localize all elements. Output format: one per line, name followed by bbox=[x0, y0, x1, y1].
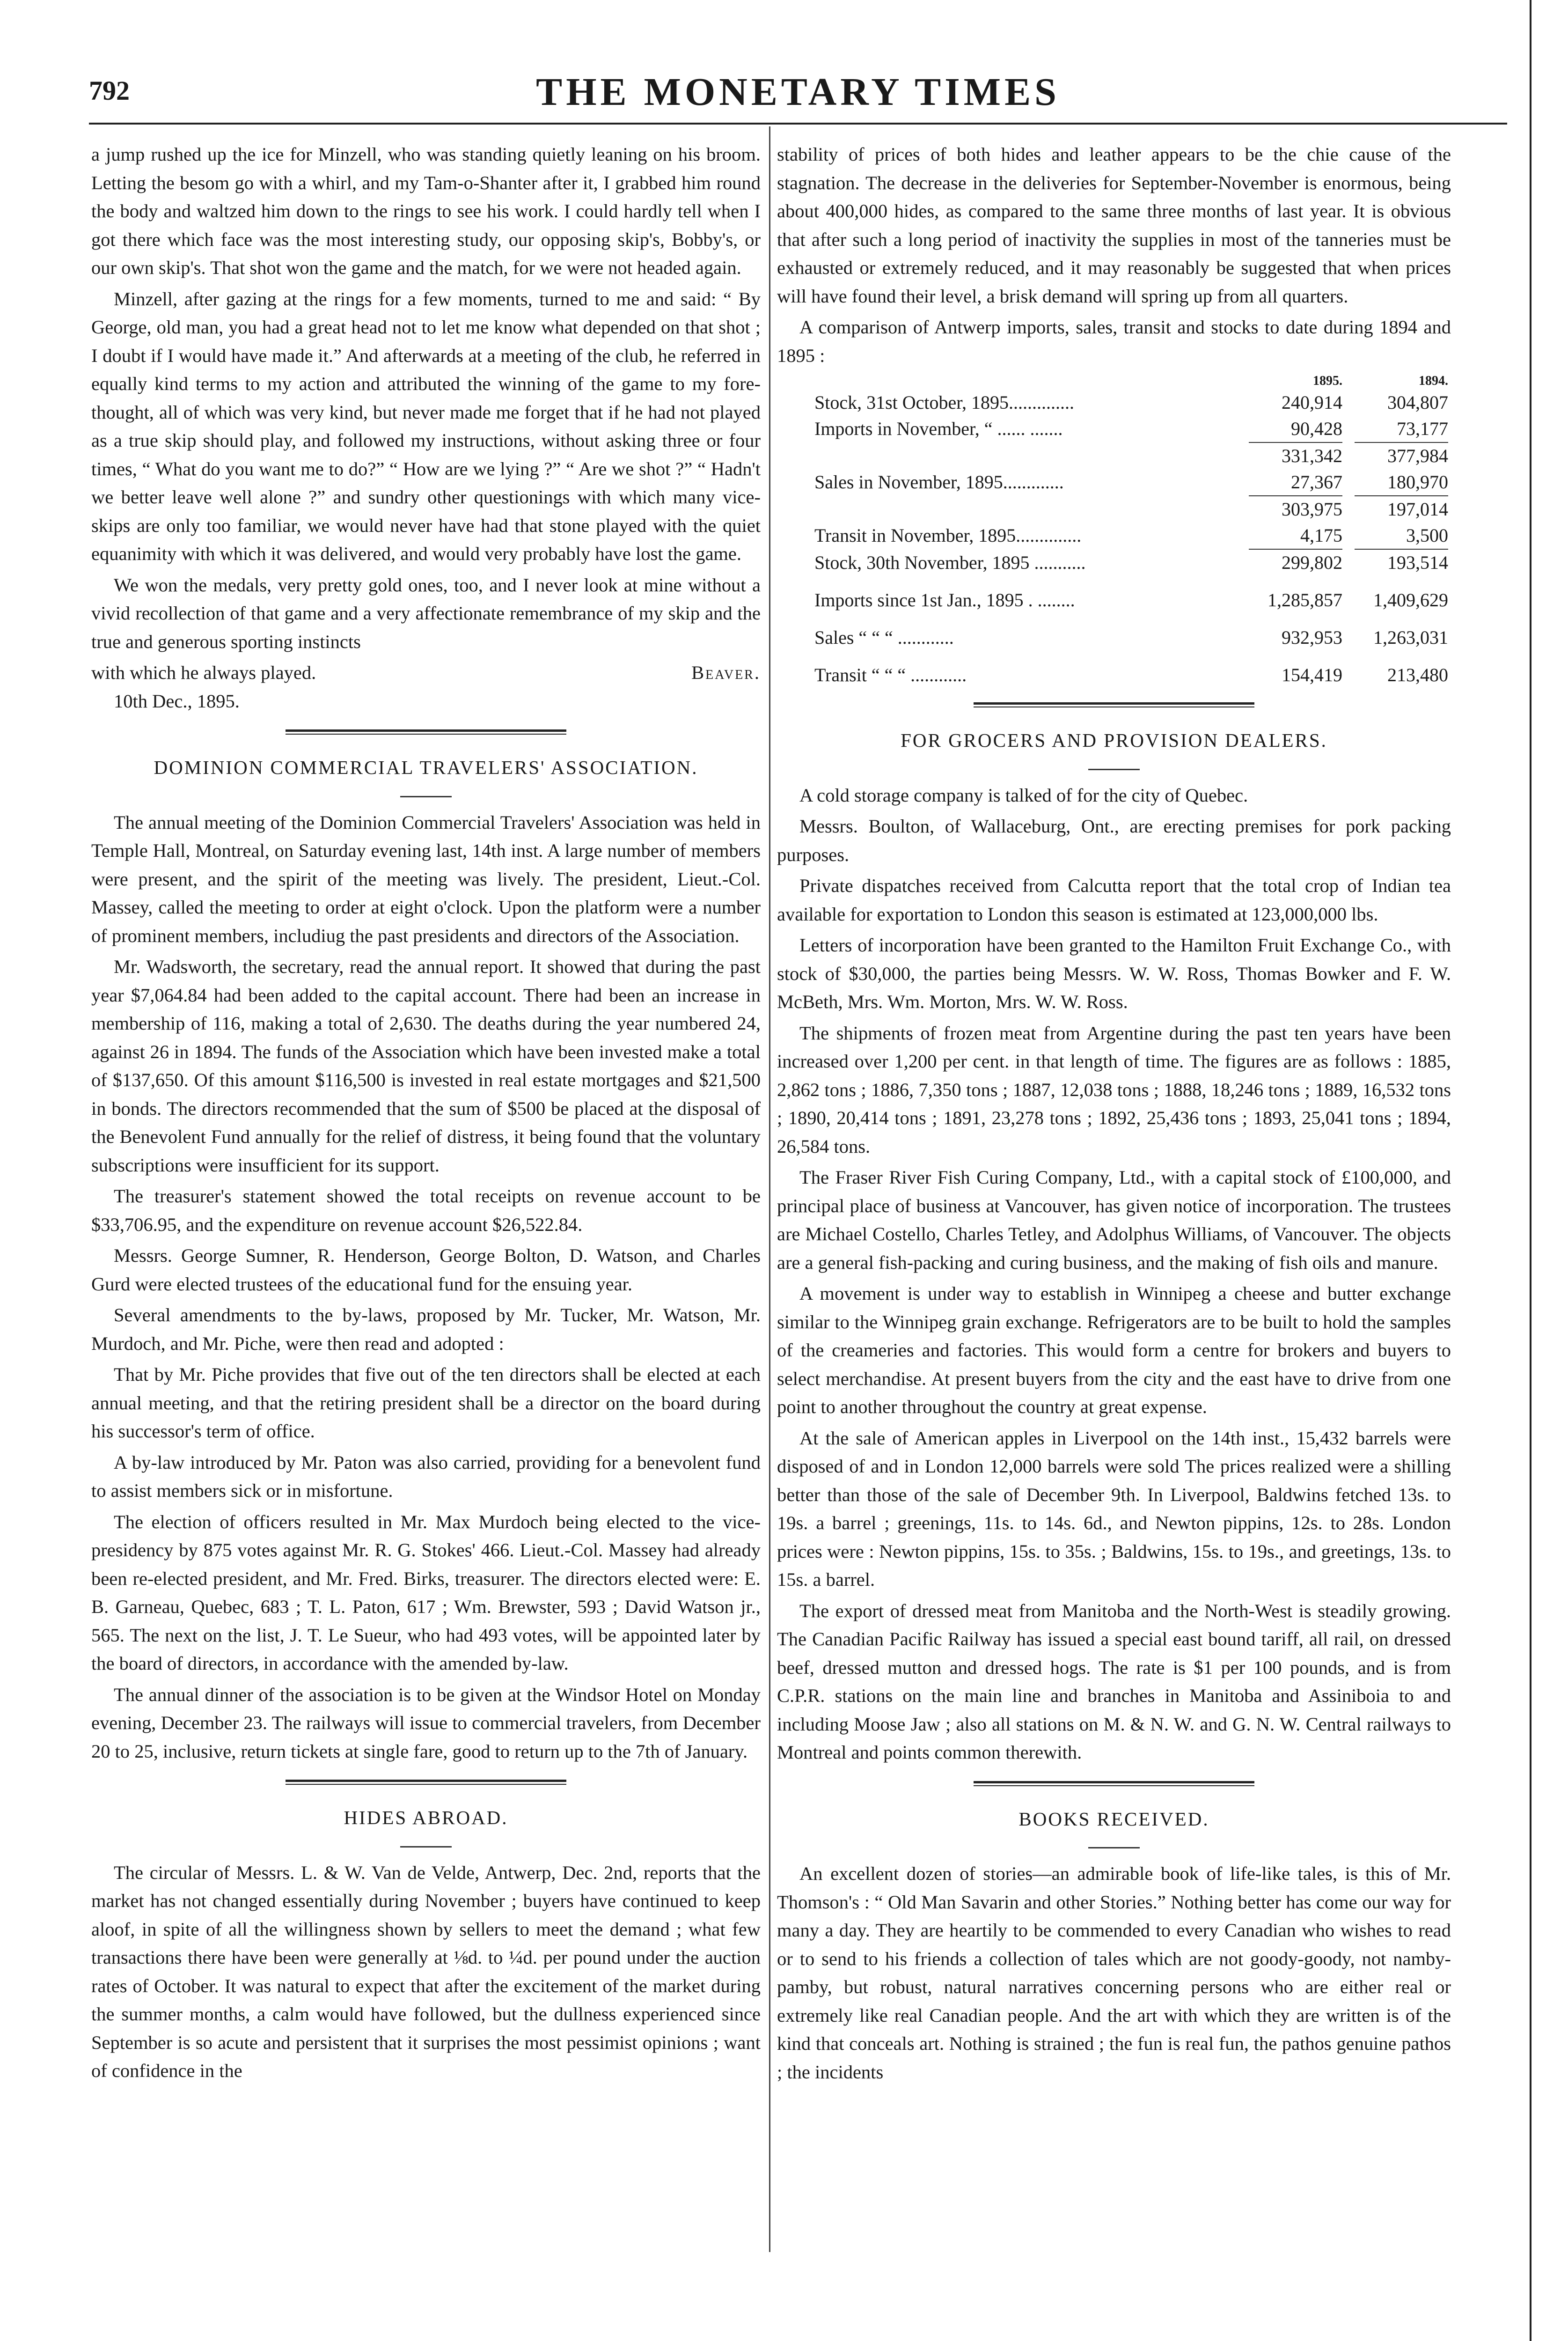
value-1895: 932,953 bbox=[1282, 627, 1342, 648]
table-row bbox=[777, 390, 1451, 416]
value-1894: 73,177 bbox=[1397, 418, 1448, 439]
table-header-row bbox=[777, 373, 1451, 390]
table-row bbox=[777, 549, 1451, 576]
article-paragraph: That by Mr. Piche provides that five out of the ten directors shall be elected at each annual meeting, and that the retiring president shall be a director on the board during his successor's term of office. bbox=[91, 1364, 761, 1442]
row-label: Transit “ “ “ ............ bbox=[814, 664, 967, 685]
curling-paragraph: Minzell, after gazing at the rings for a few moments, turned to me and said: “ By George, old man, you had a great head not to let me know what depended on that shot ; I doubt if I would have made it.” And afterwards at a meeting of the club, he referred in equally kind terms to my action and attributed the winning of the game to my fore-thought, all of which was very kind, but never made me forget that if he had not played as a true skip should play, and followed my instructions, without asking three or four times, “ What do you want me to do?” “ How are we lying ?” “ Are we shot ?” “ Hadn't we better leave well alone ?” and sundry other questionings with which many vice-skips are only too familiar, we would never have had that stone played with the quiet equanimity with which it was delivered, and would very probably have lost the game. bbox=[91, 288, 761, 564]
heading-rule bbox=[400, 796, 452, 797]
value-1895: 27,367 bbox=[1291, 471, 1342, 493]
article-paragraph: The circular of Messrs. L. & W. Van de Velde, Antwerp, Dec. 2nd, reports that the market has not changed essentially during November ; buyers have continued to keep aloof, in spite of all the willingness shown by sellers to meet the demand ; what few transactions there have been were generally at ⅛d. to ¼d. per pound under the auction rates of October. It was natural to expect that after the excitement of the market during the summer months, a calm would have followed, but the dullness experienced since September is so acute and persistent that it surprises the most pessimist opinions ; want of confidence in the bbox=[91, 1862, 761, 2081]
table-row bbox=[777, 662, 1451, 688]
value-1895: 240,914 bbox=[1282, 392, 1342, 413]
article-paragraph: The shipments of frozen meat from Argentine during the past ten years have been increased over 1,200 per cent. in that length of time. The figures are as follows : 1885, 2,862 tons ; 1886, 7,350 tons ; 1887, 12,038 tons ; 1888, 18,246 tons ; 1889, 16,532 tons ; 1890, 20,414 tons ; 1891, 23,278 tons ; 1892, 25,436 tons ; 1893, 25,041 tons ; 1894, 26,584 tons. bbox=[777, 1022, 1451, 1157]
table-row bbox=[777, 625, 1451, 651]
article-paragraph: The treasurer's statement showed the total receipts on revenue account to be $33,706.95, and the expenditure on revenue account $26,522.84. bbox=[91, 1185, 761, 1235]
subtotal-1895: 331,342 bbox=[1249, 442, 1342, 469]
article-paragraph: The Fraser River Fish Curing Company, Ltd., with a capital stock of £100,000, and principal place of business at Vancouver, has given notice of incorporation. The trustees are Michael Costello, Charles Tetley, and Adolphus Williams, of Vancouver. The objects are a general fish-packing and curing business, and the making of fish oils and manure. bbox=[777, 1167, 1451, 1273]
value-1894: 1,409,629 bbox=[1373, 589, 1448, 611]
table-row bbox=[777, 416, 1451, 442]
article-paragraph: Private dispatches received from Calcutta report that the total crop of Indian tea available for exportation to London this season is estimated at 123,000,000 lbs. bbox=[777, 875, 1451, 925]
article-paragraph: Letters of incorporation have been granted to the Hamilton Fruit Exchange Co., with stock of $30,000, the parties being Messrs. W. W. Ross, Thomas Bowker and F. W. McBeth, Mrs. Wm. Morton, Mrs. W. W. Ross. bbox=[777, 935, 1451, 1012]
section-separator bbox=[974, 1781, 1254, 1786]
subtotal-1895: 303,975 bbox=[1249, 495, 1342, 523]
table-row bbox=[777, 442, 1451, 469]
table-row bbox=[777, 523, 1451, 549]
section-heading: DOMINION COMMERCIAL TRAVELERS' ASSOCIATION. bbox=[154, 757, 698, 778]
value-1894: 3,500 bbox=[1406, 525, 1448, 546]
value-1895: 299,802 bbox=[1249, 549, 1342, 576]
table-row bbox=[777, 469, 1451, 495]
row-label: Imports since 1st Jan., 1895 . ........ bbox=[814, 589, 1075, 611]
table-row bbox=[777, 587, 1451, 613]
masthead: THE MONETARY TIMES bbox=[536, 70, 1060, 114]
article-paragraph: A movement is under way to establish in Winnipeg a cheese and butter exchange similar to the Winnipeg grain exchange. Refrigerators are to be built to hold the samples of the creameries and factories. This would form a centre for brokers and buyers to select merchandise. At present buyers from the city and the east have to drive from one point to another throughout the country at great expense. bbox=[777, 1283, 1451, 1417]
article-paragraph: A by-law introduced by Mr. Paton was also carried, providing for a benevolent fund to assist members sick or in misfortune. bbox=[91, 1451, 761, 1501]
column-header: 1895. bbox=[1313, 374, 1342, 388]
heading-rule bbox=[1088, 1847, 1140, 1848]
row-label: Imports in November, “ ...... ....... bbox=[814, 418, 1063, 439]
article-paragraph: An excellent dozen of stories—an admirable book of life-like tales, is this of Mr. Thomson's : “ Old Man Savarin and other Stories.” Nothing better has come our way for many a day. They are heartily to be commended to every Canadian who wishes to read or to send to his friends a collection of tales which are not goody-goody, not namby-pamby, but robust, natural narratives concerning persons who are either real or extremely like real Canadian people. And the art with which they are written is of the kind that conceals art. Nothing is strained ; the fun is real fun, the pathos genuine pathos ; the incidents bbox=[777, 1863, 1451, 2083]
article-paragraph: The export of dressed meat from Manitoba and the North-West is steadily growing. The Canadian Pacific Railway has issued a special east bound tariff, all rail, on dressed beef, dressed mutton and dressed hogs. The rate is $1 per 100 pounds, and is from C.P.R. stations on the main line and branches in Manitoba and Assiniboia to and including Moose Jaw ; also all stations on M. & N. W. and G. N. W. Central railways to Montreal and points common therewith. bbox=[777, 1600, 1451, 1763]
signature-text: with which he always played. bbox=[91, 662, 316, 683]
column-header: 1894. bbox=[1419, 374, 1448, 388]
value-1895: 4,175 bbox=[1300, 525, 1342, 546]
article-paragraph: At the sale of American apples in Liverpool on the 14th inst., 15,432 barrels were disposed of and in London 12,000 barrels were sold The prices realized were a shilling better than those of the sale of December 9th. In Liverpool, Baldwins fetched 13s. to 19s. a barrel ; greenings, 11s. to 14s. 6d., and Newton pippins, 12s. to 28s. London prices were : Newton pippins, 15s. to 35s. ; Baldwins, 15s. to 19s., and greetings, 13s. to 15s. a barrel. bbox=[777, 1427, 1451, 1590]
curling-paragraph: We won the medals, very pretty gold ones, too, and I never look at mine without a vivid recollection of that game and a very affectionate remembrance of my skip and the true and generous sporting instincts bbox=[91, 574, 761, 652]
heading-rule bbox=[1088, 769, 1140, 770]
value-1894: 1,263,031 bbox=[1373, 627, 1448, 648]
article-paragraph: stability of prices of both hides and leather appears to be the chie cause of the stagnation. The decrease in the deliveries for September-November is enormous, being about 400,000 hides, as compared to the same three months of last year. It is obvious that after such a long period of inactivity the supplies in most of the tanneries must be exhausted or extremely reduced, and it may reasonably be suggested that when prices will have found their level, a brisk demand will spring up from all quarters. bbox=[777, 144, 1451, 307]
article-paragraph: Messrs. George Sumner, R. Henderson, George Bolton, D. Watson, and Charles Gurd were elected trustees of the educational fund for the ensuing year. bbox=[91, 1245, 761, 1295]
curling-paragraph: a jump rushed up the ice for Minzell, who was standing quietly leaning on his broom. Letting the besom go with a whirl, and my Tam-o-Shanter after it, I grabbed him round the body and waltzed him down to the rings to see his work. I could hardly tell when I got there which face was the most interesting study, our opposing skip's, Bobby's, or our own skip's. That shot won the game and the match, for we were not headed again. bbox=[91, 144, 761, 278]
section-heading: HIDES ABROAD. bbox=[344, 1807, 508, 1828]
subtotal-1894: 197,014 bbox=[1355, 495, 1448, 523]
section-heading: BOOKS RECEIVED. bbox=[1018, 1808, 1209, 1830]
dateline: 10th Dec., 1895. bbox=[114, 690, 240, 712]
author-name: Beaver. bbox=[691, 662, 761, 683]
article-paragraph: Several amendments to the by-laws, proposed by Mr. Tucker, Mr. Watson, Mr. Murdoch, and Mr. Piche, were then read and adopted : bbox=[91, 1304, 761, 1354]
value-1895: 154,419 bbox=[1282, 664, 1342, 685]
signature-line bbox=[91, 659, 761, 687]
value-1895: 90,428 bbox=[1291, 418, 1342, 439]
page-edge-rule bbox=[1530, 0, 1531, 2341]
header-rule bbox=[89, 123, 1507, 125]
row-label: Stock, 31st October, 1895.............. bbox=[814, 392, 1075, 413]
section-separator bbox=[286, 1780, 566, 1785]
heading-rule bbox=[400, 1846, 452, 1848]
value-1895: 1,285,857 bbox=[1268, 589, 1342, 611]
page-header bbox=[89, 69, 1507, 121]
value-1894: 304,807 bbox=[1387, 392, 1448, 413]
article-paragraph: The annual dinner of the association is to be given at the Windsor Hotel on Monday evening, December 23. The railways will issue to commercial travelers, from December 20 to 25, inclusive, return tickets at single fare, good to return up to the 7th of January. bbox=[91, 1684, 761, 1762]
section-separator bbox=[286, 729, 566, 735]
value-1894: 180,970 bbox=[1387, 471, 1448, 493]
row-label: Stock, 30th November, 1895 ........... bbox=[814, 552, 1086, 573]
column-divider bbox=[769, 126, 770, 2252]
value-1894: 193,514 bbox=[1355, 549, 1448, 576]
section-heading: FOR GROCERS AND PROVISION DEALERS. bbox=[901, 729, 1327, 751]
subtotal-1894: 377,984 bbox=[1355, 442, 1448, 469]
row-label: Sales in November, 1895............. bbox=[814, 471, 1064, 493]
table-row bbox=[777, 495, 1451, 523]
article-paragraph: The election of officers resulted in Mr. Max Murdoch being elected to the vice-presidency by 875 votes against Mr. R. G. Stokes' 466. Lieut.-Col. Massey had already been re-elected president, and Mr. Fred. Birks, treasurer. The directors elected were: E. B. Garneau, Quebec, 683 ; T. L. Paton, 617 ; Wm. Brewster, 593 ; David Watson jr., 565. The next on the list, J. T. Le Sueur, who had 493 votes, will be appointed later by the board of directors, in accordance with the amended by-law. bbox=[91, 1511, 761, 1674]
page-number: 792 bbox=[89, 75, 130, 106]
article-paragraph: Mr. Wadsworth, the secretary, read the annual report. It showed that during the past year $7,064.84 had been added to the capital account. There had been an increase in membership of 116, making a total of 2,630. The deaths during the year numbered 24, against 26 in 1894. The funds of the Association which have been invested make a total of $137,650. Of this amount $116,500 is invested in real estate mortgages and $21,500 in bonds. The directors recommended that the sum of $500 be placed at the disposal of the Benevolent Fund annually for the relief of distress, it being found that the voluntary subscriptions were insufficient for its support. bbox=[91, 956, 761, 1176]
value-1894: 213,480 bbox=[1387, 664, 1448, 685]
left-column bbox=[91, 140, 761, 2088]
article-paragraph: A comparison of Antwerp imports, sales, transit and stocks to date during 1894 and 1895 : bbox=[777, 317, 1451, 366]
row-label: Transit in November, 1895.............. bbox=[814, 525, 1082, 546]
article-paragraph: The annual meeting of the Dominion Commercial Travelers' Association was held in Temple Hall, Montreal, on Saturday evening last, 14th inst. A large number of members were present, and the spirit of the meeting was lively. The president, Lieut.-Col. Massey, called the meeting to order at eight o'clock. Upon the platform were a number of prominent members, includiug the past presidents and directors of the Association. bbox=[91, 811, 761, 946]
row-label: Sales “ “ “ ............ bbox=[814, 627, 954, 648]
right-column bbox=[777, 140, 1451, 2089]
antwerp-stats-table bbox=[777, 373, 1451, 688]
article-paragraph: Messrs. Boulton, of Wallaceburg, Ont., are erecting premises for pork packing purposes. bbox=[777, 816, 1451, 865]
section-separator bbox=[974, 702, 1254, 707]
article-paragraph: A cold storage company is talked of for the city of Quebec. bbox=[799, 784, 1248, 806]
